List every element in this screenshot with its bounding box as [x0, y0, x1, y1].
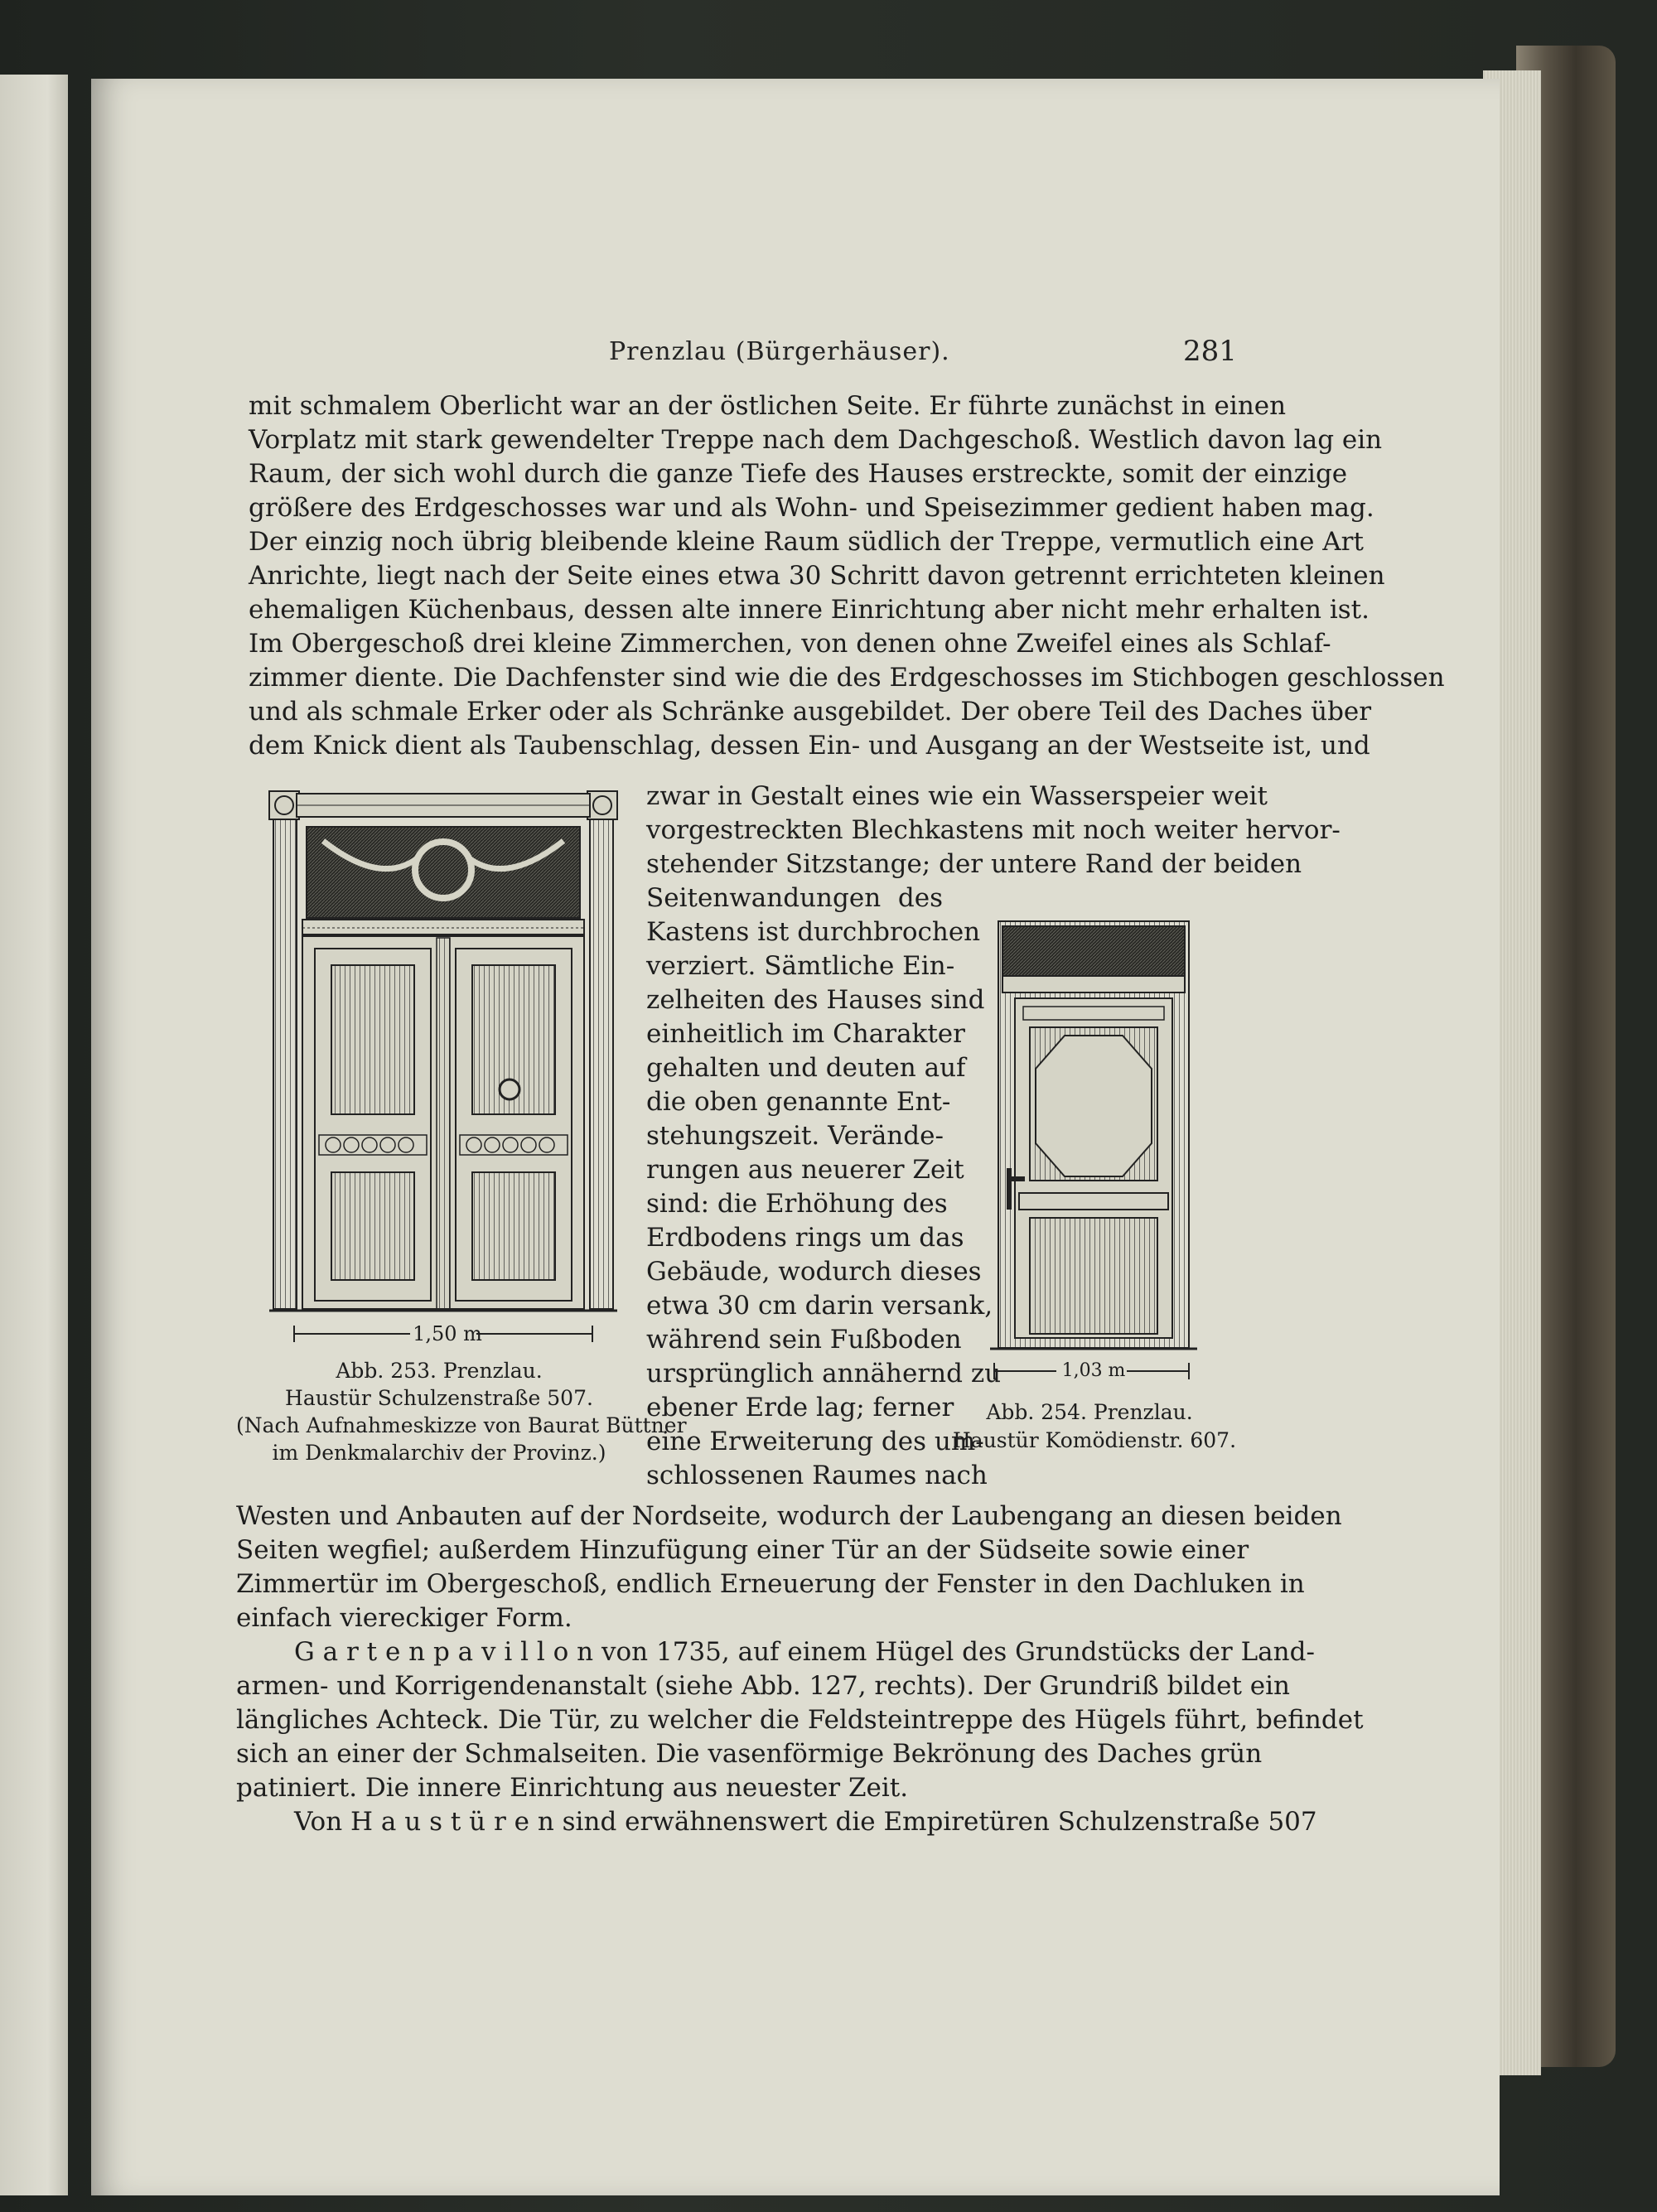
text-line: während sein Fußboden [646, 1325, 962, 1355]
text-line: zelheiten des Hauses sind [646, 985, 985, 1015]
paragraph-block-1 [249, 389, 1445, 763]
text-line: ehemaligen Küchenbaus, dessen alte innere Einrichtung aber nicht mehr erhalten ist. [249, 595, 1370, 625]
text-line: Vorplatz mit stark gewendelter Treppe nach dem Dachgeschoß. Westlich davon lag ein [249, 425, 1383, 455]
text-line: Gebäude, wodurch dieses [646, 1257, 982, 1287]
text-line: stehender Sitzstange; der untere Rand der beiden [646, 849, 1302, 879]
text-line: zimmer diente. Die Dachfenster sind wie die des Erdgeschosses im Stichbogen geschlossen [249, 663, 1445, 693]
text-line: G a r t e n p a v i l l o n von 1735, auf einem Hügel des Grundstücks der Land- [294, 1637, 1315, 1667]
text-line: dem Knick dient als Taubenschlag, dessen Ein- und Ausgang an der Westseite ist, und [249, 731, 1370, 761]
text-line: Kastens ist durchbrochen [646, 917, 981, 947]
text-line: Zimmertür im Obergeschoß, endlich Erneuerung der Fenster in den Dachluken in [236, 1569, 1305, 1599]
text-line: Im Obergeschoß drei kleine Zimmerchen, von denen ohne Zweifel eines als Schlaf- [249, 629, 1331, 659]
text-line: Der einzig noch übrig bleibende kleine Raum südlich der Treppe, vermutlich eine Art [249, 527, 1364, 557]
figure-253-door-drawing [265, 787, 621, 1359]
paragraph-block-3 [646, 881, 1002, 1493]
text-line: eine Erweiterung des um- [646, 1427, 984, 1456]
double-door-illustration [265, 787, 621, 1359]
figure-253-scale-label: 1,50 m [413, 1322, 482, 1345]
caption-line: Haustür Komödienstr. 607. [953, 1428, 1237, 1452]
text-line: Westen und Anbauten auf der Nordseite, wodurch der Laubengang an diesen beiden [236, 1501, 1342, 1531]
text-line: einfach viereckiger Form. [236, 1603, 572, 1633]
paragraph-block-2 [646, 780, 1341, 881]
text-line: Raum, der sich wohl durch die ganze Tiefe des Hauses erstreckte, somit der einzige [249, 459, 1348, 489]
text-line: längliches Achteck. Die Tür, zu welcher die Feldsteintreppe des Hügels führt, befindet [236, 1705, 1364, 1735]
page-number: 281 [1183, 335, 1237, 368]
text-line: verziert. Sämtliche Ein- [646, 951, 955, 981]
text-line: armen- und Korrigendenanstalt (siehe Abb. 127, rechts). Der Grundriß bildet ein [236, 1671, 1291, 1701]
paragraph-block-4 [236, 1500, 1342, 1635]
text-line: ursprünglich annähernd zu [646, 1359, 1002, 1389]
running-title: Prenzlau (Bürgerhäuser). [609, 337, 950, 366]
text-line: größere des Erdgeschosses war und als Wohn- und Speisezimmer gedient haben mag. [249, 493, 1374, 523]
text-line: ebener Erde lag; ferner [646, 1393, 954, 1422]
paragraph-block-6 [236, 1805, 1317, 1839]
text-line: stehungszeit. Verände- [646, 1121, 944, 1151]
text-line: Von H a u s t ü r e n sind erwähnenswert die Empiretüren Schulzenstraße 507 [294, 1807, 1317, 1837]
text-line: sich an einer der Schmalseiten. Die vasenförmige Bekrönung des Daches grün [236, 1739, 1263, 1769]
text-line: mit schmalem Oberlicht war an der östlichen Seite. Er führte zunächst in einen [249, 391, 1287, 421]
text-line: schlossenen Raumes nach [646, 1461, 988, 1490]
text-line: und als schmale Erker oder als Schränke ausgebildet. Der obere Teil des Daches über [249, 697, 1372, 727]
text-line: einheitlich im Charakter [646, 1019, 965, 1049]
text-line: sind: die Erhöhung des [646, 1189, 948, 1219]
left-page-edge [0, 75, 68, 2195]
text-line: rungen aus neuerer Zeit [646, 1155, 964, 1185]
text-line: Seiten wegfiel; außerdem Hinzufügung einer Tür an der Südseite sowie einer [236, 1535, 1249, 1565]
text-line: patiniert. Die innere Einrichtung aus neuester Zeit. [236, 1773, 909, 1803]
text-line: Anrichte, liegt nach der Seite eines etwa 30 Schritt davon getrennt errichteten kleinen [249, 561, 1385, 591]
text-line: etwa 30 cm darin versank, [646, 1291, 993, 1321]
text-line: gehalten und deuten auf [646, 1053, 966, 1083]
paragraph-block-5 [236, 1635, 1364, 1805]
text-line: zwar in Gestalt eines wie ein Wasserspeier weit [646, 781, 1268, 811]
text-line: vorgestreckten Blechkastens mit noch weiter hervor- [646, 815, 1341, 845]
figure-254-scale-label: 1,03 m [1061, 1360, 1126, 1381]
single-door-illustration [990, 920, 1197, 1388]
caption-line: (Nach Aufnahmeskizze von Baurat Büttner [236, 1413, 687, 1437]
caption-line: Abb. 253. Prenzlau. [336, 1359, 543, 1383]
caption-line: im Denkmalarchiv der Provinz.) [272, 1441, 606, 1465]
caption-line: Abb. 254. Prenzlau. [986, 1400, 1193, 1424]
figure-254-door-drawing [990, 920, 1197, 1388]
text-line: die oben genannte Ent- [646, 1087, 951, 1117]
text-line: Seitenwandungen des [646, 883, 943, 913]
caption-line: Haustür Schulzenstraße 507. [285, 1386, 593, 1410]
text-line: Erdbodens rings um das [646, 1223, 964, 1253]
